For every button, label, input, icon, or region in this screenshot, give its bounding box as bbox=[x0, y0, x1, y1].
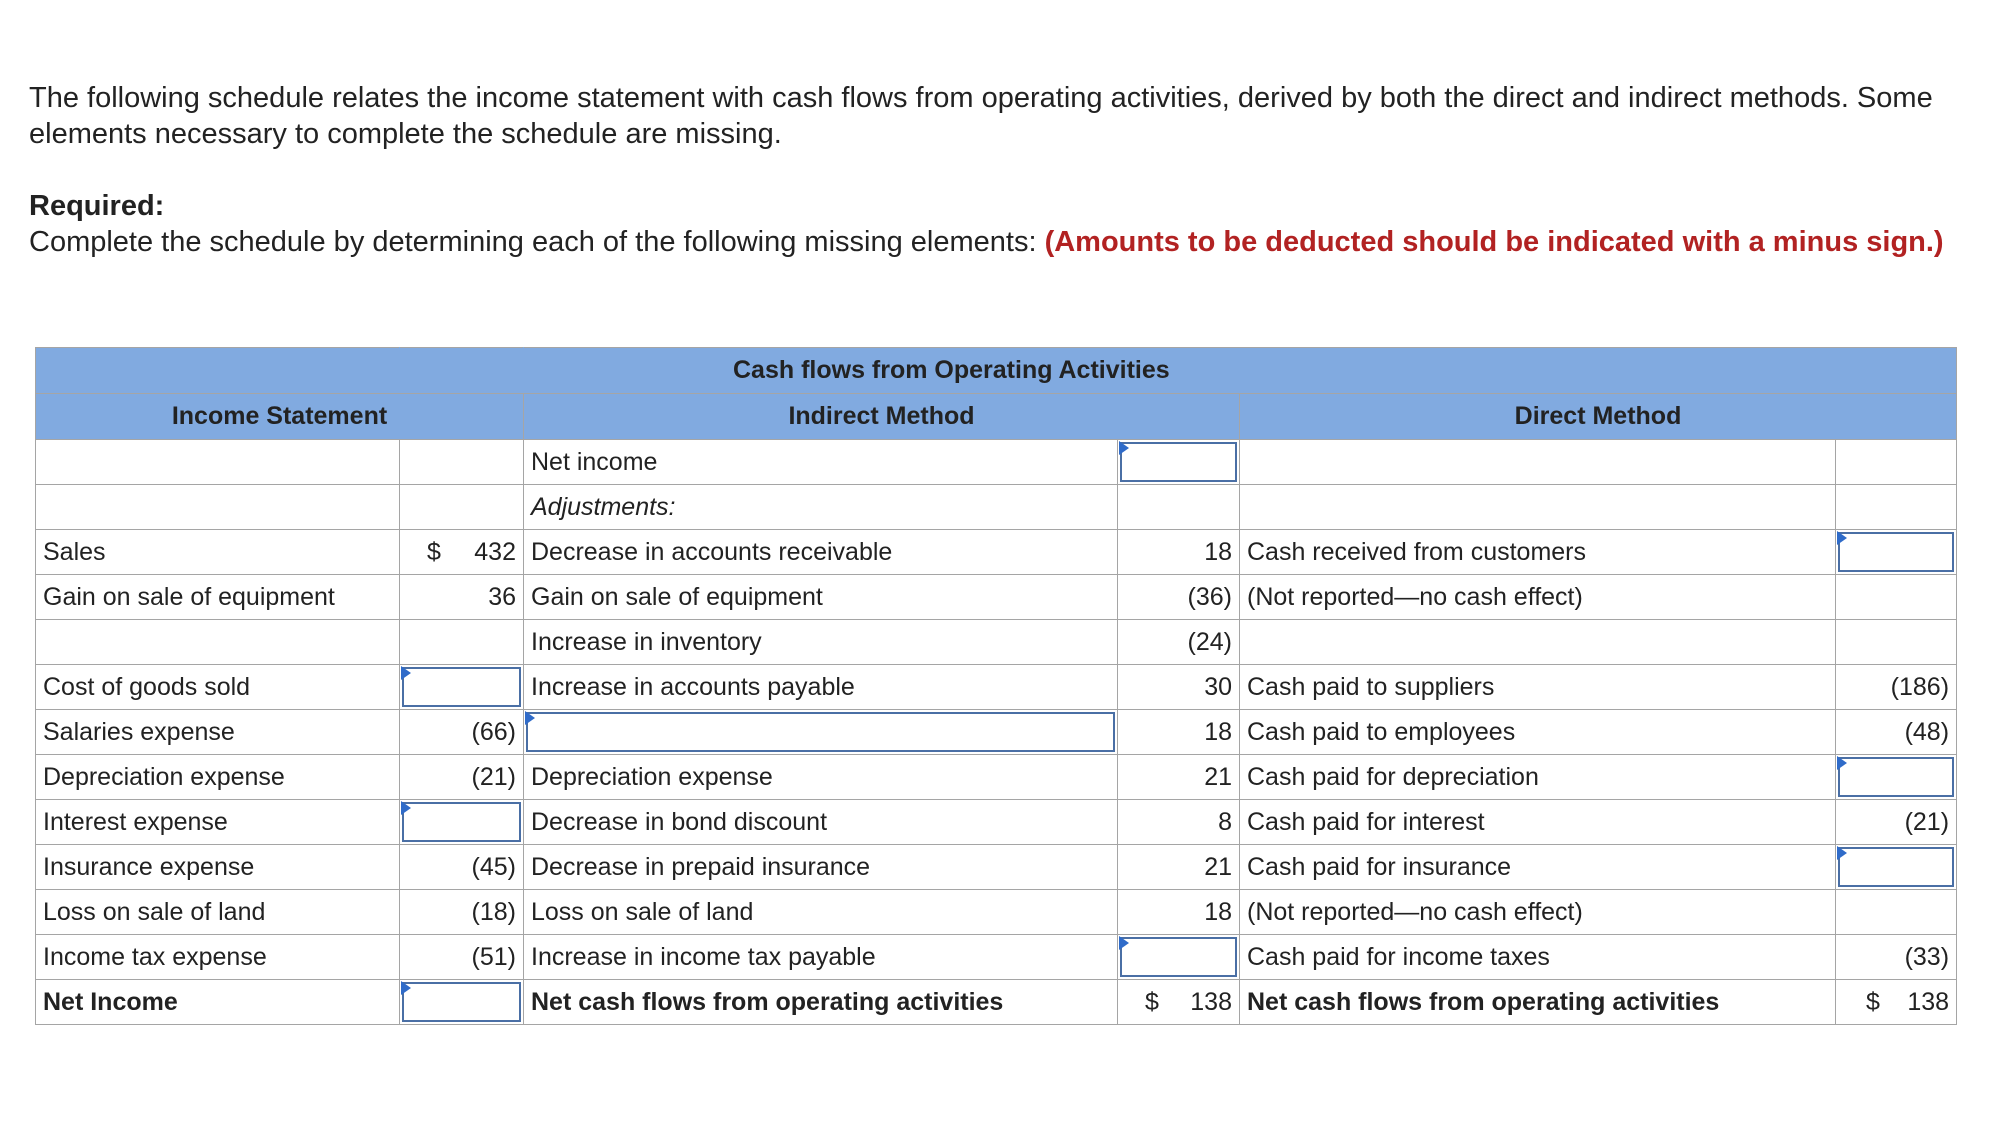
is-value-cell bbox=[400, 620, 524, 665]
is-label-cell: Loss on sale of land bbox=[36, 890, 400, 935]
dir-label-cell bbox=[1240, 620, 1836, 665]
dir-total-cell bbox=[1836, 980, 1957, 1025]
ind-value-cell: (36) bbox=[1118, 575, 1240, 620]
ind-label-cell: Increase in inventory bbox=[524, 620, 1118, 665]
is-label-cell: Salaries expense bbox=[36, 710, 400, 755]
table-row bbox=[36, 620, 1957, 665]
ind-label-cell: Increase in income tax payable bbox=[524, 935, 1118, 980]
ind-value-cell: 18 bbox=[1118, 710, 1240, 755]
ind-value-cell: 30 bbox=[1118, 665, 1240, 710]
dir-value-cell bbox=[1836, 440, 1957, 485]
is-value-cell: (18) bbox=[400, 890, 524, 935]
instruction-note: (Amounts to be deducted should be indicated with a minus sign.) bbox=[1044, 226, 1944, 258]
table-header-row bbox=[36, 394, 1957, 440]
is-value-cell: 36 bbox=[400, 575, 524, 620]
ind-label-cell: Increase in accounts payable bbox=[524, 665, 1118, 710]
is-cogs-input-cell bbox=[400, 665, 524, 710]
header-income-statement: Income Statement bbox=[36, 394, 524, 440]
header-spacer bbox=[400, 348, 524, 394]
ind-value-cell: 18 bbox=[1118, 890, 1240, 935]
is-label-cell bbox=[36, 485, 400, 530]
currency-symbol: $ bbox=[1866, 987, 1880, 1016]
ind-value-cell: 21 bbox=[1118, 755, 1240, 800]
table-row bbox=[36, 845, 1957, 890]
ind-label-cell: Depreciation expense bbox=[524, 755, 1118, 800]
is-label-cell bbox=[36, 440, 400, 485]
flag-icon bbox=[1119, 936, 1129, 950]
is-label-cell: Net Income bbox=[36, 980, 400, 1025]
ind-total-cell bbox=[1118, 980, 1240, 1025]
is-value-cell bbox=[400, 530, 524, 575]
header-indirect-method: Indirect Method bbox=[524, 394, 1240, 440]
is-value-cell: (21) bbox=[400, 755, 524, 800]
flag-icon bbox=[525, 711, 535, 725]
ind-salaries-label-input-cell bbox=[524, 710, 1118, 755]
flag-icon bbox=[1837, 531, 1847, 545]
is-value-cell bbox=[400, 485, 524, 530]
dir-value-cell: (33) bbox=[1836, 935, 1957, 980]
dir-cash-received-input-cell bbox=[1836, 530, 1957, 575]
header-spacer bbox=[36, 348, 400, 394]
is-value-cell: (66) bbox=[400, 710, 524, 755]
table-header-row-top bbox=[36, 348, 1957, 394]
table-row bbox=[36, 530, 1957, 575]
ind-label-cell: Gain on sale of equipment bbox=[524, 575, 1118, 620]
currency-symbol: $ bbox=[427, 537, 441, 566]
is-label-cell: Interest expense bbox=[36, 800, 400, 845]
table-row bbox=[36, 890, 1957, 935]
is-label-cell: Sales bbox=[36, 530, 400, 575]
table-row bbox=[36, 710, 1957, 755]
table-row bbox=[36, 665, 1957, 710]
ind-salaries-label-input[interactable] bbox=[526, 712, 1115, 752]
ind-net-income-input[interactable] bbox=[1120, 442, 1237, 482]
ind-income-tax-input[interactable] bbox=[1120, 937, 1237, 977]
is-label-cell: Gain on sale of equipment bbox=[36, 575, 400, 620]
ind-value-cell: 8 bbox=[1118, 800, 1240, 845]
is-interest-input-cell bbox=[400, 800, 524, 845]
flag-icon bbox=[1837, 846, 1847, 860]
dir-label-cell bbox=[1240, 485, 1836, 530]
header-cash-flows: Cash flows from Operating Activities bbox=[524, 348, 1957, 394]
table-row bbox=[36, 755, 1957, 800]
dir-value-cell: (21) bbox=[1836, 800, 1957, 845]
dir-label-cell: (Not reported—no cash effect) bbox=[1240, 890, 1836, 935]
table-row bbox=[36, 575, 1957, 620]
is-cogs-input[interactable] bbox=[402, 667, 521, 707]
dir-total-value: 138 bbox=[1907, 987, 1950, 1016]
ind-label-cell: Net cash flows from operating activities bbox=[524, 980, 1118, 1025]
is-value: 432 bbox=[474, 537, 516, 566]
ind-label-cell: Net income bbox=[524, 440, 1118, 485]
ind-value-cell: 18 bbox=[1118, 530, 1240, 575]
ind-value-cell: (24) bbox=[1118, 620, 1240, 665]
is-value-cell: (51) bbox=[400, 935, 524, 980]
dir-value-cell bbox=[1836, 620, 1957, 665]
dir-label-cell bbox=[1240, 440, 1836, 485]
dir-value-cell: (186) bbox=[1836, 665, 1957, 710]
currency-symbol: $ bbox=[1145, 987, 1159, 1016]
dir-label-cell: Cash paid for insurance bbox=[1240, 845, 1836, 890]
is-label-cell: Income tax expense bbox=[36, 935, 400, 980]
table-row bbox=[36, 800, 1957, 845]
dir-insurance-input[interactable] bbox=[1838, 847, 1954, 887]
ind-label-cell: Decrease in bond discount bbox=[524, 800, 1118, 845]
dir-label-cell: Net cash flows from operating activities bbox=[1240, 980, 1836, 1025]
instruction-paragraph bbox=[29, 224, 1959, 260]
dir-value-cell bbox=[1836, 485, 1957, 530]
dir-depreciation-input-cell bbox=[1836, 755, 1957, 800]
is-label-cell bbox=[36, 620, 400, 665]
table-row bbox=[36, 440, 1957, 485]
is-label-cell: Insurance expense bbox=[36, 845, 400, 890]
dir-label-cell: (Not reported—no cash effect) bbox=[1240, 575, 1836, 620]
is-label-cell: Cost of goods sold bbox=[36, 665, 400, 710]
dir-value-cell: (48) bbox=[1836, 710, 1957, 755]
ind-label-cell: Decrease in accounts receivable bbox=[524, 530, 1118, 575]
is-value-cell: (45) bbox=[400, 845, 524, 890]
is-label-cell: Depreciation expense bbox=[36, 755, 400, 800]
flag-icon bbox=[1837, 756, 1847, 770]
dir-depreciation-input[interactable] bbox=[1838, 757, 1954, 797]
table-row bbox=[36, 485, 1957, 530]
cash-flow-schedule-table bbox=[35, 347, 1957, 1025]
table-row bbox=[36, 935, 1957, 980]
is-interest-input[interactable] bbox=[402, 802, 521, 842]
flag-icon bbox=[401, 801, 411, 815]
header-direct-method: Direct Method bbox=[1240, 394, 1957, 440]
flag-icon bbox=[401, 981, 411, 995]
ind-label-cell: Decrease in prepaid insurance bbox=[524, 845, 1118, 890]
dir-label-cell: Cash paid for interest bbox=[1240, 800, 1836, 845]
table-row bbox=[36, 980, 1957, 1025]
dir-label-cell: Cash paid to suppliers bbox=[1240, 665, 1836, 710]
is-net-income-input-cell bbox=[400, 980, 524, 1025]
intro-paragraph: The following schedule relates the income statement with cash flows from operating activities, derived by both the direct and indirect methods. Some elements necessary to complete the schedule are missing. bbox=[29, 82, 1933, 150]
ind-net-income-input-cell bbox=[1118, 440, 1240, 485]
dir-value-cell bbox=[1836, 890, 1957, 935]
dir-cash-received-input[interactable] bbox=[1838, 532, 1954, 572]
ind-label-cell: Loss on sale of land bbox=[524, 890, 1118, 935]
dir-label-cell: Cash paid for depreciation bbox=[1240, 755, 1836, 800]
flag-icon bbox=[1119, 441, 1129, 455]
ind-value-cell: 21 bbox=[1118, 845, 1240, 890]
required-heading: Required: bbox=[29, 190, 165, 222]
ind-total-value: 138 bbox=[1190, 987, 1232, 1016]
ind-label-cell: Adjustments: bbox=[524, 485, 1118, 530]
dir-value-cell bbox=[1836, 575, 1957, 620]
ind-income-tax-input-cell bbox=[1118, 935, 1240, 980]
is-value-cell bbox=[400, 440, 524, 485]
dir-label-cell: Cash received from customers bbox=[1240, 530, 1836, 575]
dir-label-cell: Cash paid for income taxes bbox=[1240, 935, 1836, 980]
ind-value-cell bbox=[1118, 485, 1240, 530]
instruction-text: Complete the schedule by determining each of the following missing elements: bbox=[29, 226, 1037, 258]
dir-label-cell: Cash paid to employees bbox=[1240, 710, 1836, 755]
dir-insurance-input-cell bbox=[1836, 845, 1957, 890]
is-net-income-input[interactable] bbox=[402, 982, 521, 1022]
flag-icon bbox=[401, 666, 411, 680]
